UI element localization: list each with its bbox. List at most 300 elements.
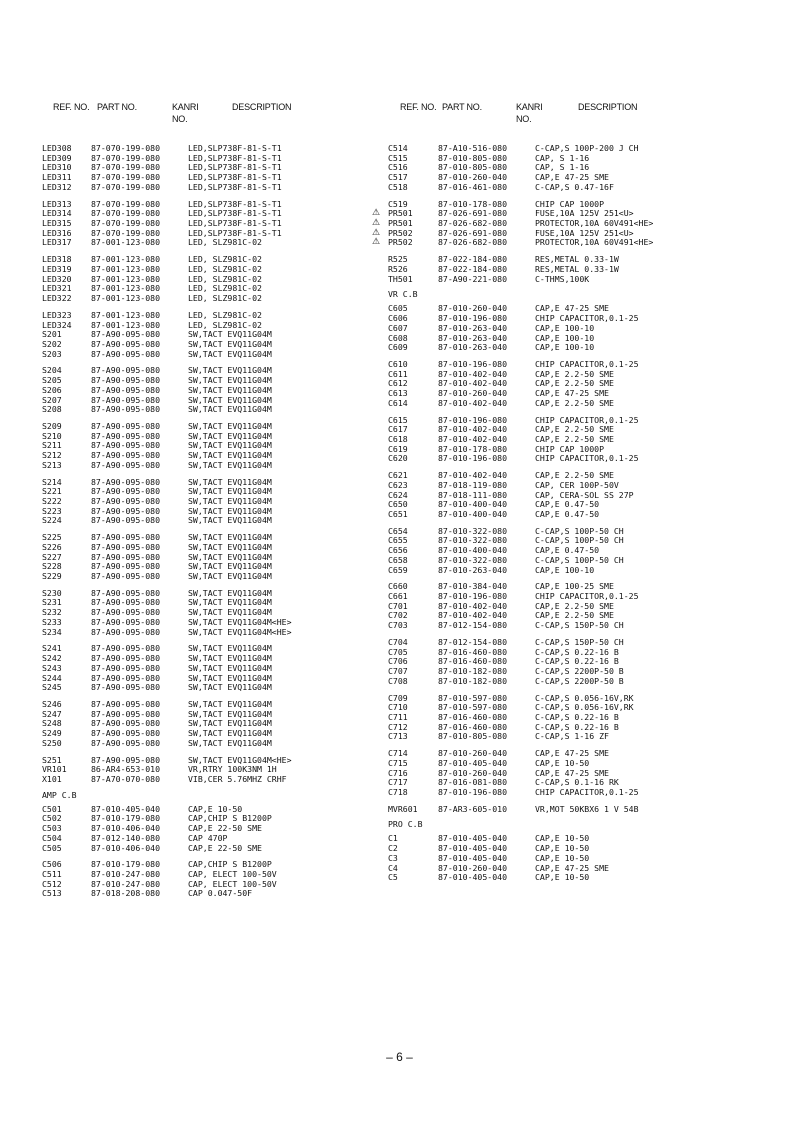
ref-no-cell: R526	[388, 263, 408, 274]
part-no-cell: 87-070-199-080	[91, 198, 161, 209]
header-kanri: KANRI	[172, 102, 199, 112]
part-no-cell: 87-010-805-080	[438, 731, 508, 742]
ref-no-cell: C611	[388, 368, 408, 379]
ref-no-cell: C656	[388, 545, 408, 556]
description-cell: CAP,E 10-50	[535, 757, 590, 768]
part-no-cell: 87-001-123-080	[91, 263, 161, 274]
part-no-cell: 87-010-405-040	[438, 872, 508, 883]
description-cell: VR,MOT 50KBX6 1 V 54B	[535, 803, 639, 814]
ref-no-cell: S204	[42, 365, 62, 376]
part-no-cell: 87-010-400-040	[438, 499, 508, 510]
description-cell: SW,TACT EVQ11G04M	[188, 375, 272, 386]
description-cell: CAP, CER 100P-50V	[535, 479, 619, 490]
part-no-cell: 87-A90-095-080	[91, 737, 161, 748]
part-no-cell: 87-A90-095-080	[91, 718, 161, 729]
ref-no-cell: S214	[42, 476, 62, 487]
table-row	[388, 275, 788, 285]
part-no-cell: 87-A90-095-080	[91, 571, 161, 582]
part-no-cell: 87-018-208-080	[91, 888, 161, 899]
part-no-cell: 87-A90-095-080	[91, 643, 161, 654]
part-no-cell: 86-AR4-653-010	[91, 764, 161, 775]
part-no-cell: 87-001-123-080	[91, 283, 161, 294]
description-cell: SW,TACT EVQ11G04M	[188, 496, 272, 506]
description-cell: C-CAP,S 0.22-16 B	[535, 646, 619, 657]
ref-no-cell: LED311	[42, 172, 72, 183]
part-no-cell: 87-070-199-080	[91, 162, 161, 173]
part-no-cell: 87-010-322-080	[438, 525, 508, 536]
warning-triangle-icon: ⚠	[372, 208, 381, 219]
part-no-cell: 87-A90-095-080	[91, 662, 161, 673]
description-cell: CAP,E 47-25 SME	[535, 303, 609, 314]
ref-no-cell: C506	[42, 859, 62, 870]
description-cell: LED,SLP738F-81-S-T1	[188, 162, 282, 173]
warning-triangle-icon: ⚠	[372, 227, 381, 238]
ref-no-cell: C613	[388, 388, 408, 399]
section-title: AMP C.B	[42, 789, 77, 800]
part-no-cell: 87-001-123-080	[91, 309, 161, 320]
description-cell: CHIP CAPACITOR,0.1-25	[535, 313, 639, 324]
ref-no-cell: C714	[388, 748, 408, 759]
table-row	[388, 732, 788, 742]
description-cell: LED,SLP738F-81-S-T1	[188, 208, 282, 219]
ref-no-cell: PR502	[388, 237, 413, 248]
ref-no-cell: C619	[388, 443, 408, 454]
description-cell: SW,TACT EVQ11G04M	[188, 394, 272, 405]
ref-no-cell: S242	[42, 653, 62, 664]
ref-no-cell: S248	[42, 718, 62, 729]
section-title: PRO C.B	[388, 819, 423, 830]
description-cell: C-CAP,S 0.1-16 RK	[535, 777, 619, 788]
ref-no-cell: S233	[42, 616, 62, 627]
description-cell: CHIP CAPACITOR,0.1-25	[535, 453, 639, 464]
left-parts-list	[42, 144, 382, 899]
ref-no-cell: C659	[388, 564, 408, 575]
description-cell: CAP,E 10-50	[535, 843, 590, 854]
ref-no-cell: LED324	[42, 319, 72, 330]
description-cell: SW,TACT EVQ11G04M	[188, 486, 272, 497]
part-no-cell: 87-012-140-080	[91, 832, 161, 843]
description-cell: CAP,E 10-50	[535, 872, 590, 883]
description-cell: CAP,CHIP S B1200P	[188, 813, 272, 824]
description-cell: SW,TACT EVQ11G04M	[188, 662, 272, 673]
ref-no-cell: C617	[388, 424, 408, 435]
part-no-cell: 87-016-460-080	[438, 711, 508, 722]
ref-no-cell: C502	[42, 813, 62, 824]
header-kanri-no: NO.	[172, 114, 188, 124]
ref-no-cell: C5	[388, 872, 398, 883]
description-cell: CAP,E 47-25 SME	[535, 388, 609, 399]
part-no-cell: 87-A10-516-080	[438, 143, 508, 153]
ref-no-cell: S228	[42, 561, 62, 572]
part-no-cell: 87-010-182-080	[438, 675, 508, 686]
table-row	[42, 183, 382, 193]
part-no-cell: 87-010-178-080	[438, 443, 508, 454]
description-cell: SW,TACT EVQ11G04M	[188, 329, 272, 340]
description-cell: C-CAP,S 100P-50 CH	[535, 535, 624, 546]
ref-no-cell: S222	[42, 496, 62, 506]
description-cell: C-CAP,S 0.22-16 B	[535, 711, 619, 722]
description-cell: VIB,CER 5.76MHZ CRHF	[188, 773, 287, 784]
description-cell: CAP,CHIP S B1200P	[188, 859, 272, 870]
description-cell: CAP,E 0.47-50	[535, 545, 600, 556]
description-cell: FUSE,10A 125V 251<U>	[535, 208, 634, 219]
ref-no-cell: S227	[42, 551, 62, 562]
warning-triangle-icon: ⚠	[372, 218, 381, 229]
description-cell: CAP,E 22-50 SME	[188, 842, 262, 853]
ref-no-cell: X101	[42, 773, 62, 784]
part-no-cell: 87-010-402-040	[438, 610, 508, 621]
description-cell: CHIP CAPACITOR,0.1-25	[535, 591, 639, 602]
description-cell: SW,TACT EVQ11G04M	[188, 597, 272, 608]
description-cell: LED,SLP738F-81-S-T1	[188, 198, 282, 209]
part-no-cell: 87-022-184-080	[438, 254, 508, 265]
description-cell: SW,TACT EVQ11G04M	[188, 682, 272, 693]
ref-no-cell: C515	[388, 152, 408, 163]
part-no-cell: 87-A90-095-080	[91, 430, 161, 441]
ref-no-cell: S250	[42, 737, 62, 748]
part-no-cell: 87-001-123-080	[91, 273, 161, 284]
ref-no-cell: C620	[388, 453, 408, 464]
ref-no-cell: LED316	[42, 227, 72, 238]
part-no-cell: 87-010-196-080	[438, 591, 508, 602]
description-cell: CAP,E 22-50 SME	[188, 823, 262, 834]
part-no-cell: 87-A90-095-080	[91, 515, 161, 526]
description-cell: SW,TACT EVQ11G04M	[188, 440, 272, 451]
ref-no-cell: S211	[42, 440, 62, 451]
ref-no-cell: C715	[388, 757, 408, 768]
ref-no-cell: C612	[388, 378, 408, 389]
ref-no-cell: C505	[42, 842, 62, 853]
ref-no-cell: C707	[388, 666, 408, 677]
header-ref-no: REF. NO.	[400, 102, 437, 112]
part-no-cell: 87-A90-095-080	[91, 450, 161, 461]
table-row	[388, 183, 788, 193]
header-description: DESCRIPTION	[578, 102, 638, 112]
ref-no-cell: LED315	[42, 218, 72, 229]
table-row	[388, 805, 788, 815]
ref-no-cell: LED323	[42, 309, 72, 320]
ref-no-cell: MVR601	[388, 803, 418, 814]
part-no-cell: 87-026-691-080	[438, 227, 508, 238]
table-row	[388, 510, 788, 520]
ref-no-cell: PR502	[388, 227, 413, 238]
description-cell: LED, SLZ981C-02	[188, 263, 262, 274]
part-no-cell: 87-A70-070-080	[91, 773, 161, 784]
description-cell: LED, SLZ981C-02	[188, 309, 262, 320]
table-row	[388, 454, 788, 464]
page-number: – 6 –	[386, 1050, 413, 1064]
ref-no-cell: C512	[42, 878, 62, 889]
part-no-cell: 87-026-691-080	[438, 208, 508, 219]
part-no-cell: 87-010-263-040	[438, 342, 508, 353]
description-cell: CHIP CAP 1000P	[535, 198, 605, 209]
part-no-cell: 87-A90-095-080	[91, 551, 161, 562]
part-no-cell: 87-018-119-080	[438, 479, 508, 490]
ref-no-cell: C706	[388, 656, 408, 667]
ref-no-cell: S249	[42, 728, 62, 739]
ref-no-cell: LED322	[42, 293, 72, 304]
ref-no-cell: LED313	[42, 198, 72, 209]
ref-no-cell: C655	[388, 535, 408, 546]
description-cell: C-CAP,S 150P-50 CH	[535, 620, 624, 631]
ref-no-cell: S251	[42, 754, 62, 765]
ref-no-cell: S246	[42, 698, 62, 709]
ref-no-cell: C624	[388, 489, 408, 500]
part-no-cell: 87-010-196-080	[438, 358, 508, 369]
description-cell: RES,METAL 0.33-1W	[535, 263, 619, 274]
ref-no-cell: C701	[388, 600, 408, 611]
part-no-cell: 87-001-123-080	[91, 319, 161, 330]
description-cell: LED,SLP738F-81-S-T1	[188, 227, 282, 238]
part-no-cell: 87-A90-095-080	[91, 496, 161, 506]
ref-no-cell: S243	[42, 662, 62, 673]
part-no-cell: 87-A90-095-080	[91, 708, 161, 719]
part-no-cell: 87-001-123-080	[91, 237, 161, 248]
part-no-cell: 87-A90-095-080	[91, 682, 161, 693]
description-cell: SW,TACT EVQ11G04M	[188, 698, 272, 709]
description-cell: SW,TACT EVQ11G04M	[188, 338, 272, 349]
description-cell: PROTECTOR,10A 60V491<HE>	[535, 218, 654, 229]
ref-no-cell: C654	[388, 525, 408, 536]
ref-no-cell: LED318	[42, 254, 72, 265]
description-cell: CAP,E 2.2-50 SME	[535, 397, 614, 408]
table-row	[388, 566, 788, 576]
ref-no-cell: S205	[42, 375, 62, 386]
description-cell: SW,TACT EVQ11G04M	[188, 571, 272, 582]
part-no-cell: 87-010-384-040	[438, 581, 508, 592]
ref-no-cell: C615	[388, 414, 408, 425]
part-no-cell: 87-010-400-040	[438, 509, 508, 519]
part-no-cell: 87-010-402-040	[438, 368, 508, 379]
ref-no-cell: C621	[388, 470, 408, 481]
description-cell: CAP,E 2.2-50 SME	[535, 378, 614, 389]
ref-no-cell: S207	[42, 394, 62, 405]
description-cell: SW,TACT EVQ11G04M<HE>	[188, 616, 292, 627]
ref-no-cell: C711	[388, 711, 408, 722]
description-cell: C-CAP,S 150P-50 CH	[535, 636, 624, 647]
ref-no-cell: S206	[42, 384, 62, 395]
description-cell: SW,TACT EVQ11G04M<HE>	[188, 754, 292, 765]
ref-no-cell: C607	[388, 322, 408, 333]
description-cell: CAP,E 2.2-50 SME	[535, 424, 614, 435]
description-cell: C-CAP,S 100P-50 CH	[535, 525, 624, 536]
table-row	[42, 683, 382, 693]
part-no-cell: 87-010-406-040	[91, 823, 161, 834]
description-cell: SW,TACT EVQ11G04M	[188, 459, 272, 470]
right-parts-list	[372, 143, 788, 883]
part-no-cell: 87-A90-095-080	[91, 728, 161, 739]
description-cell: SW,TACT EVQ11G04M	[188, 653, 272, 664]
part-no-cell: 87-070-199-080	[91, 181, 161, 192]
part-no-cell: 87-010-322-080	[438, 554, 508, 565]
ref-no-cell: S212	[42, 450, 62, 461]
table-row	[388, 399, 788, 409]
description-cell: SW,TACT EVQ11G04M	[188, 505, 272, 516]
part-no-cell: 87-A90-095-080	[91, 394, 161, 405]
description-cell: LED, SLZ981C-02	[188, 293, 262, 304]
part-no-cell: 87-010-263-040	[438, 564, 508, 575]
table-row	[42, 461, 382, 471]
part-no-cell: 87-010-597-080	[438, 692, 508, 703]
part-no-cell: 87-010-406-040	[91, 842, 161, 853]
part-no-cell: 87-010-260-040	[438, 172, 508, 183]
ref-no-cell: TH501	[388, 273, 413, 284]
part-no-cell: 87-001-123-080	[91, 293, 161, 304]
part-no-cell: 87-010-263-040	[438, 322, 508, 333]
ref-no-cell: PR501	[388, 208, 413, 219]
ref-no-cell: S210	[42, 430, 62, 441]
description-cell: SW,TACT EVQ11G04M	[188, 708, 272, 719]
description-cell: SW,TACT EVQ11G04M	[188, 430, 272, 441]
description-cell: CAP, CERA-SOL SS 27P	[535, 489, 634, 500]
description-cell: SW,TACT EVQ11G04M	[188, 718, 272, 729]
description-cell: SW,TACT EVQ11G04M	[188, 561, 272, 572]
ref-no-cell: C623	[388, 479, 408, 490]
description-cell: VR,RTRY 100K3NM 1H	[188, 764, 277, 775]
ref-no-cell: C651	[388, 509, 408, 519]
ref-no-cell: S213	[42, 459, 62, 470]
ref-no-cell: C511	[42, 869, 62, 879]
ref-no-cell: C717	[388, 777, 408, 788]
ref-no-cell: C610	[388, 358, 408, 369]
description-cell: SW,TACT EVQ11G04M	[188, 643, 272, 654]
ref-no-cell: C650	[388, 499, 408, 510]
description-cell: CAP, S 1-16	[535, 162, 590, 173]
description-cell: LED,SLP738F-81-S-T1	[188, 218, 282, 229]
ref-no-cell: S230	[42, 587, 62, 598]
part-no-cell: 87-010-263-040	[438, 332, 508, 343]
description-cell: SW,TACT EVQ11G04M	[188, 728, 272, 739]
part-no-cell: 87-010-402-040	[438, 424, 508, 435]
part-no-cell: 87-A90-095-080	[91, 348, 161, 359]
ref-no-cell: C661	[388, 591, 408, 602]
description-cell: CAP,E 47-25 SME	[535, 767, 609, 778]
ref-no-cell: C702	[388, 610, 408, 621]
description-cell: CAP,E 100-10	[535, 322, 595, 333]
ref-no-cell: C609	[388, 342, 408, 353]
description-cell: CHIP CAP 1000P	[535, 443, 605, 454]
description-cell: SW,TACT EVQ11G04M	[188, 420, 272, 431]
ref-no-cell: C614	[388, 397, 408, 408]
description-cell: SW,TACT EVQ11G04M	[188, 532, 272, 543]
ref-no-cell: S202	[42, 338, 62, 349]
part-no-cell: 87-A90-095-080	[91, 338, 161, 349]
description-cell: SW,TACT EVQ11G04M	[188, 348, 272, 359]
description-cell: CHIP CAPACITOR,0.1-25	[535, 786, 639, 797]
description-cell: CAP,E 10-50	[535, 833, 590, 844]
ref-no-cell: C709	[388, 692, 408, 703]
ref-no-cell: C606	[388, 313, 408, 324]
ref-no-cell: S209	[42, 420, 62, 431]
part-no-cell: 87-010-597-080	[438, 702, 508, 713]
ref-no-cell: LED309	[42, 152, 72, 163]
description-cell: SW,TACT EVQ11G04M	[188, 450, 272, 461]
part-no-cell: 87-A90-095-080	[91, 607, 161, 618]
ref-no-cell: C704	[388, 636, 408, 647]
part-no-cell: 87-A90-095-080	[91, 404, 161, 415]
part-no-cell: 87-010-402-040	[438, 397, 508, 408]
ref-no-cell: S208	[42, 404, 62, 415]
part-no-cell: 87-A90-095-080	[91, 476, 161, 487]
part-no-cell: 87-026-682-080	[438, 218, 508, 229]
header-ref-no: REF. NO.	[53, 102, 90, 112]
ref-no-cell: LED317	[42, 237, 72, 248]
part-no-cell: 87-010-402-040	[438, 378, 508, 389]
ref-no-cell: S203	[42, 348, 62, 359]
ref-no-cell: C517	[388, 172, 408, 183]
ref-no-cell: S231	[42, 597, 62, 608]
part-no-cell: 87-070-199-080	[91, 227, 161, 238]
ref-no-cell: S234	[42, 626, 62, 637]
ref-no-cell: R525	[388, 254, 408, 265]
description-cell: SW,TACT EVQ11G04M	[188, 384, 272, 395]
ref-no-cell: LED319	[42, 263, 72, 274]
table-row	[372, 237, 788, 248]
table-row	[42, 844, 382, 854]
ref-no-cell: C658	[388, 554, 408, 565]
ref-no-cell: S244	[42, 672, 62, 683]
description-cell: CAP,E 47-25 SME	[535, 172, 609, 183]
ref-no-cell: VR101	[42, 764, 67, 775]
ref-no-cell: C608	[388, 332, 408, 343]
description-cell: CAP,E 100-10	[535, 342, 595, 353]
part-no-cell: 87-AR3-605-010	[438, 803, 508, 814]
table-row	[42, 405, 382, 415]
part-no-cell: 87-016-461-080	[438, 181, 508, 192]
ref-no-cell: C660	[388, 581, 408, 592]
ref-no-cell: C713	[388, 731, 408, 742]
table-row	[42, 889, 382, 899]
part-no-cell: 87-010-405-040	[91, 803, 161, 814]
ref-no-cell: C514	[388, 143, 408, 153]
description-cell: C-CAP,S 0.22-16 B	[535, 721, 619, 732]
description-cell: CAP 0.047-50F	[188, 888, 253, 899]
description-cell: LED, SLZ981C-02	[188, 237, 262, 248]
description-cell: C-CAP,S 1-16 ZF	[535, 731, 609, 742]
part-no-cell: 87-010-178-080	[438, 198, 508, 209]
table-row	[42, 775, 382, 785]
ref-no-cell: C712	[388, 721, 408, 732]
table-row	[42, 572, 382, 582]
table-row	[42, 294, 382, 304]
part-no-cell: 87-010-322-080	[438, 535, 508, 546]
part-no-cell: 87-070-199-080	[91, 208, 161, 219]
ref-no-cell: C504	[42, 832, 62, 843]
part-no-cell: 87-A90-095-080	[91, 698, 161, 709]
ref-no-cell: PR501	[388, 218, 413, 229]
description-cell: CAP,E 100-25 SME	[535, 581, 614, 592]
part-no-cell: 87-A90-095-080	[91, 532, 161, 543]
ref-no-cell: C518	[388, 181, 408, 192]
table-row	[42, 739, 382, 749]
part-no-cell: 87-010-247-080	[91, 878, 161, 889]
description-cell: CAP,E 2.2-50 SME	[535, 610, 614, 621]
ref-no-cell: LED321	[42, 283, 72, 294]
part-no-cell: 87-010-805-080	[438, 162, 508, 173]
description-cell: CAP,E 47-25 SME	[535, 748, 609, 759]
ref-no-cell: C3	[388, 852, 398, 863]
part-no-cell: 87-010-196-080	[438, 786, 508, 797]
ref-no-cell: S226	[42, 541, 62, 552]
ref-no-cell: S245	[42, 682, 62, 693]
ref-no-cell: C516	[388, 162, 408, 173]
description-cell: C-CAP,S 2200P-50 B	[535, 666, 624, 677]
part-no-cell: 87-012-154-080	[438, 636, 508, 647]
ref-no-cell: S241	[42, 643, 62, 654]
part-no-cell: 87-A90-095-080	[91, 653, 161, 664]
description-cell: CAP,E 2.2-50 SME	[535, 600, 614, 611]
part-no-cell: 87-010-260-040	[438, 748, 508, 759]
